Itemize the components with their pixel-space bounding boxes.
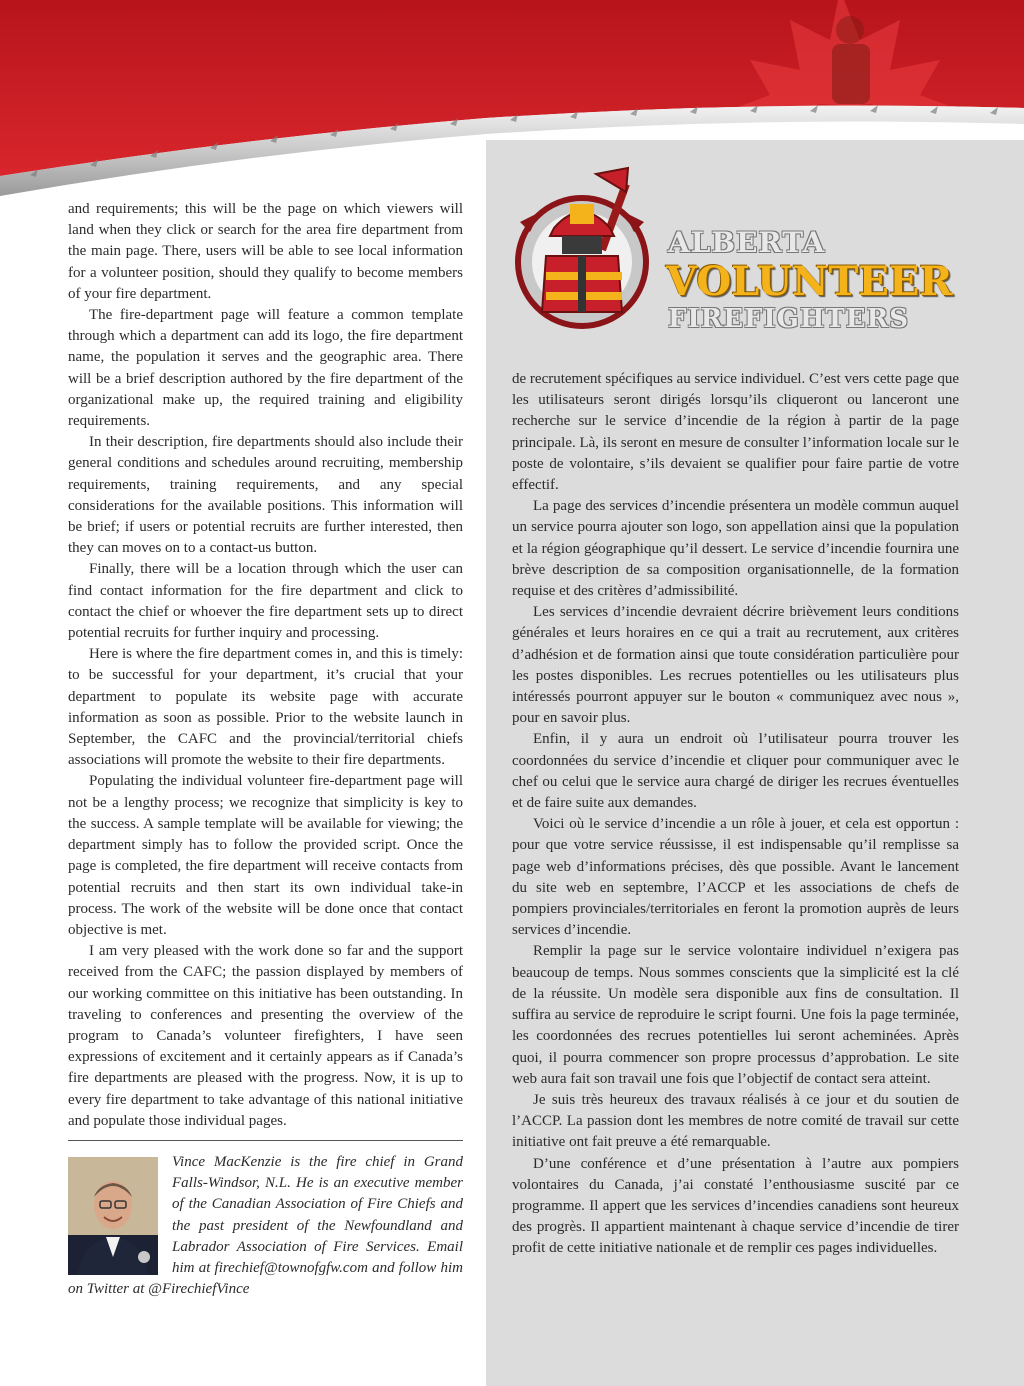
article-paragraph: Les services d’incendie devraient décrire brièvement leurs conditions générales et leurs horaires en ce qui a trait au recrutement, aux critères d’adhésion et de formation ainsi que toute considération particulière pour les postes disponibles. Les recrues potentielles ou les utilisateurs plus intéressés pourront appuyer sur le bouton « communiquez avec nous », pour en savoir plus. [512,604,959,727]
logo-line-volunteer: VOLUNTEER [666,258,953,305]
article-paragraph: Remplir la page sur le service volontaire individuel n’exigera pas beaucoup de temps. Nous sommes conscients que la simplicité est la clé de la réussite. Un modèle sera disponible aux fins de consultation. Il suffira au service de reproduire le script fourni. Une fois la page terminée, les coordonnées des recrues potentielles lui seront acheminées. Après quoi, il pourra commencer son propre processus d’approbation. Le site web aura fait son travail une fois que l’objectif de contact sera atteint. [512,943,959,1087]
article-paragraph: de recrutement spécifiques au service individuel. C’est vers cette page que les utilisateurs seront dirigés lorsqu’ils cliqueront ou lanceront une recherche sur le service d’incendie de la région à partir de la page principale. Là, ils seront en mesure de consulter l’information locale sur le poste de volontaire, s’ils devaient se qualifier pour faire partie de votre effectif. [512,371,959,494]
article-paragraph: Je suis très heureux des travaux réalisés à ce jour et du soutien de l’ACCP. La passion dont les membres de notre comité de travail sur cette initiative ont fait preuve a été remarquable. [512,1091,959,1151]
article-paragraph: The fire-department page will feature a common template through which a department can add its logo, the fire department name, the population it serves and the geographic area. There will be a brief description authored by the fire department of the organizational make up, the required training and eligibility requirements. [68,307,463,430]
article-paragraph: Populating the individual volunteer fire-department page will not be a lengthy process; we recognize that simplicity is key to the success. A sample template will be available for viewing; the department simply has to follow the provided script. Once the page is completed, the fire department will receive contacts from potential recruits and then start its own individual take-in process. The work of the website will be done once that contact objective is met. [68,773,463,938]
article-column-french [512,369,959,1260]
article-column-english [68,199,463,1132]
author-bio-text: Vince MacKenzie is the fire chief in Grand Falls-Windsor, N.L. He is an executive member of the Canadian Association of Fire Chiefs and the past president of the Newfoundland and Labrador Association of Fire Services. Email him at firechief@townofgfw.com and follow him on Twitter at @FirechiefVince [68,1154,463,1298]
article-paragraph: D’une conférence et d’une présentation à l’autre aux pompiers volontaires du Canada, j’ai constaté l’enthousiasme suscité par ce programme. Il appert que les services d’incendies canadiens sont heureux des progrès. Il appartient maintenant à chaque service d’incendie de tirer profit de cette initiative nationale et de remplir ces pages individuelles. [512,1155,959,1257]
logo-line-firefighters: FIREFIGHTERS [668,304,909,334]
article-paragraph: Voici où le service d’incendie a un rôle à jouer, et cela est opportun : pour que votre service réussisse, il est indispensable qu’il remplisse sa page web d’informations précises, dès que possible. Avant le lancement du site web en septembre, l’ACCP et les associations de chefs de pompiers provinciales/territoriales en feront la promotion auprès de leurs services d’incendie. [512,816,959,939]
firefighter-emblem-icon [510,162,660,348]
article-paragraph: Enfin, il y aura un endroit où l’utilisateur pourra trouver les coordonnées du service d’incendie et cliquer pour communiquer avec le chef ou celui que le service aura chargé de diriger les recrues éventuelles et de faire suite aux demandes. [512,731,959,812]
article-paragraph: La page des services d’incendie présentera un modèle commun auquel un service pourra ajouter son logo, son appellation ainsi que la population et la région géographique qu’il dessert. Le service d’incendie fournira une brève description de sa composition organisationnelle, de la formation requise et des critères d’admissibilité. [512,498,959,600]
article-paragraph: Here is where the fire department comes in, and this is timely: to be successful for your department, it’s crucial that your department to populate its website page with accurate information as soon as possible. Prior to the website launch in September, the CAFC and the provincial/territorial chiefs associations will promote the website to their fire departments. [68,646,463,769]
article-paragraph: and requirements; this will be the page on which viewers will land when they click or search for the area fire department from the main page. There, users will be able to see local information for a volunteer position, should they qualify to become members of your fire department. [68,201,463,302]
article-paragraph: I am very pleased with the work done so far and the support received from the CAFC; the passion displayed by members of our working committee on this initiative has been outstanding. In traveling to conferences and presenting the overview of the program to Canada’s volunteer firefighters, I have seen expressions of excitement and it certainly appears as if Canada’s fire departments are pleased with the progress. Now, it is up to every fire department to take advantage of this national initiative and populate those individual pages. [68,943,463,1129]
logo-line-alberta: ALBERTA [668,226,826,259]
article-paragraph: In their description, fire departments should also include their general conditions and schedules around recruiting, membership requirements, training requirements, and any special considerations for the available positions. This information will be brief; if users or potential recruits are further interested, then they can moves on to a contact-us button. [68,434,463,557]
author-bio [68,1152,463,1300]
divider-rule [68,1140,463,1141]
alberta-volunteer-firefighters-logo [510,162,970,348]
article-paragraph: Finally, there will be a location through which the user can find contact information for the fire department and click to contact the chief or whoever the fire department sets up to direct potential recruits for further inquiry and processing. [68,561,463,642]
